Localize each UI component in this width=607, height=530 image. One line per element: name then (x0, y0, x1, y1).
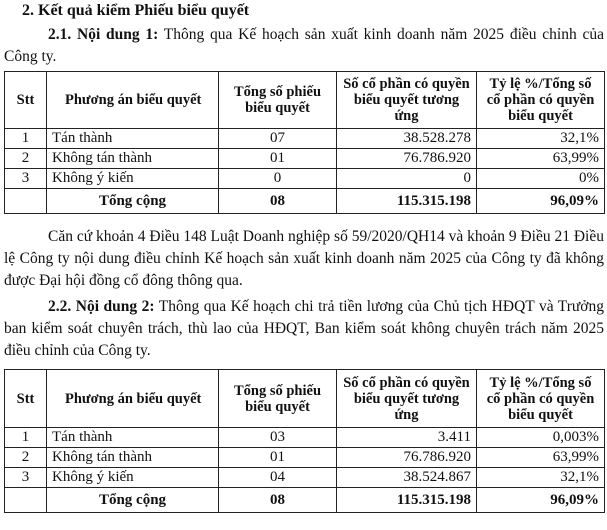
table-row (5, 149, 605, 169)
col-stt: Stt (5, 370, 47, 428)
cell-stt: 3 (5, 169, 47, 189)
vote-table-2 (4, 369, 605, 513)
cell-votes: 01 (219, 149, 337, 169)
cell-option: Không ý kiến (47, 468, 219, 488)
cell-shares: 76.786.920 (337, 149, 477, 169)
section2-label: 2.2. Nội dung 2: (48, 298, 155, 315)
cell-stt: 1 (5, 129, 47, 149)
col-option: Phương án biểu quyết (47, 72, 219, 129)
section-heading: 2. Kết quả kiểm Phiếu biểu quyết (22, 2, 250, 19)
cell-option: Không tán thành (47, 448, 219, 468)
col-votes: Tổng số phiếu biểu quyết (219, 72, 337, 129)
total-shares: 115.315.198 (337, 189, 477, 214)
section1-note-text: Căn cứ khoản 4 Điều 148 Luật Doanh nghiệp số 59/2020/QH14 và khoản 9 Điều 21 Điều lệ Công ty nội dung điều chỉnh Kế hoạch sản xuất kinh doanh năm 2025 của Công ty đã không được Đại hội đồng cổ đông thông qua. (4, 228, 604, 289)
cell-percent: 0,003% (477, 428, 605, 448)
cell-option: Không tán thành (47, 149, 219, 169)
cell-shares: 3.411 (337, 428, 477, 448)
table-header-row (5, 370, 605, 428)
col-shares: Số cổ phần có quyền biểu quyết tương ứng (337, 370, 477, 428)
table-row (5, 468, 605, 488)
total-percent: 96,09% (477, 189, 605, 214)
col-stt: Stt (5, 72, 47, 129)
cell-votes: 01 (219, 448, 337, 468)
section1-intro (4, 24, 604, 68)
section2-intro (4, 296, 604, 362)
table-total-row (5, 189, 605, 214)
cell-votes: 03 (219, 428, 337, 448)
cell-stt: 2 (5, 448, 47, 468)
table-row (5, 169, 605, 189)
cell-percent: 32,1% (477, 468, 605, 488)
col-option: Phương án biểu quyết (47, 370, 219, 428)
section1-note (4, 226, 604, 292)
total-percent: 96,09% (477, 488, 605, 513)
table-row (5, 428, 605, 448)
cell-percent: 63,99% (477, 149, 605, 169)
table-header-row (5, 72, 605, 129)
section1-label: 2.1. Nội dung 1: (48, 26, 159, 43)
table-total-row (5, 488, 605, 513)
col-percent: Tỷ lệ %/Tổng số cổ phần có quyền biểu quyết (477, 72, 605, 129)
cell-option: Tán thành (47, 129, 219, 149)
section1-text: Thông qua Kế hoạch sản xuất kinh doanh năm 2025 điều chỉnh của Công ty. (4, 26, 604, 65)
col-percent: Tỷ lệ %/Tổng số cổ phần có quyền biểu quyết (477, 370, 605, 428)
total-shares: 115.315.198 (337, 488, 477, 513)
cell-stt: 2 (5, 149, 47, 169)
cell-percent: 32,1% (477, 129, 605, 149)
table-row (5, 448, 605, 468)
cell-shares: 38.528.278 (337, 129, 477, 149)
col-shares: Số cổ phần có quyền biểu quyết tương ứng (337, 72, 477, 129)
total-label: Tổng cộng (47, 488, 219, 513)
total-votes: 08 (219, 488, 337, 513)
vote-table-1 (4, 71, 605, 214)
cell-shares: 38.524.867 (337, 468, 477, 488)
cell-votes: 07 (219, 129, 337, 149)
cell-stt: 1 (5, 428, 47, 448)
col-votes: Tổng số phiếu biểu quyết (219, 370, 337, 428)
cell-option: Tán thành (47, 428, 219, 448)
total-label: Tổng cộng (47, 189, 219, 214)
table-row (5, 129, 605, 149)
cell-stt: 3 (5, 468, 47, 488)
cell-empty (5, 488, 47, 513)
cell-percent: 0% (477, 169, 605, 189)
section2-text: Thông qua Kế hoạch chi trả tiền lương của Chủ tịch HĐQT và Trưởng ban kiểm soát chuyên trách, thù lao của HĐQT, Ban kiểm soát không chuyên trách năm 2025 điều chỉnh của Công ty. (4, 298, 604, 359)
cell-empty (5, 189, 47, 214)
cell-votes: 04 (219, 468, 337, 488)
cell-votes: 0 (219, 169, 337, 189)
cell-percent: 63,99% (477, 448, 605, 468)
cell-shares: 0 (337, 169, 477, 189)
cell-option: Không ý kiến (47, 169, 219, 189)
total-votes: 08 (219, 189, 337, 214)
cell-shares: 76.786.920 (337, 448, 477, 468)
